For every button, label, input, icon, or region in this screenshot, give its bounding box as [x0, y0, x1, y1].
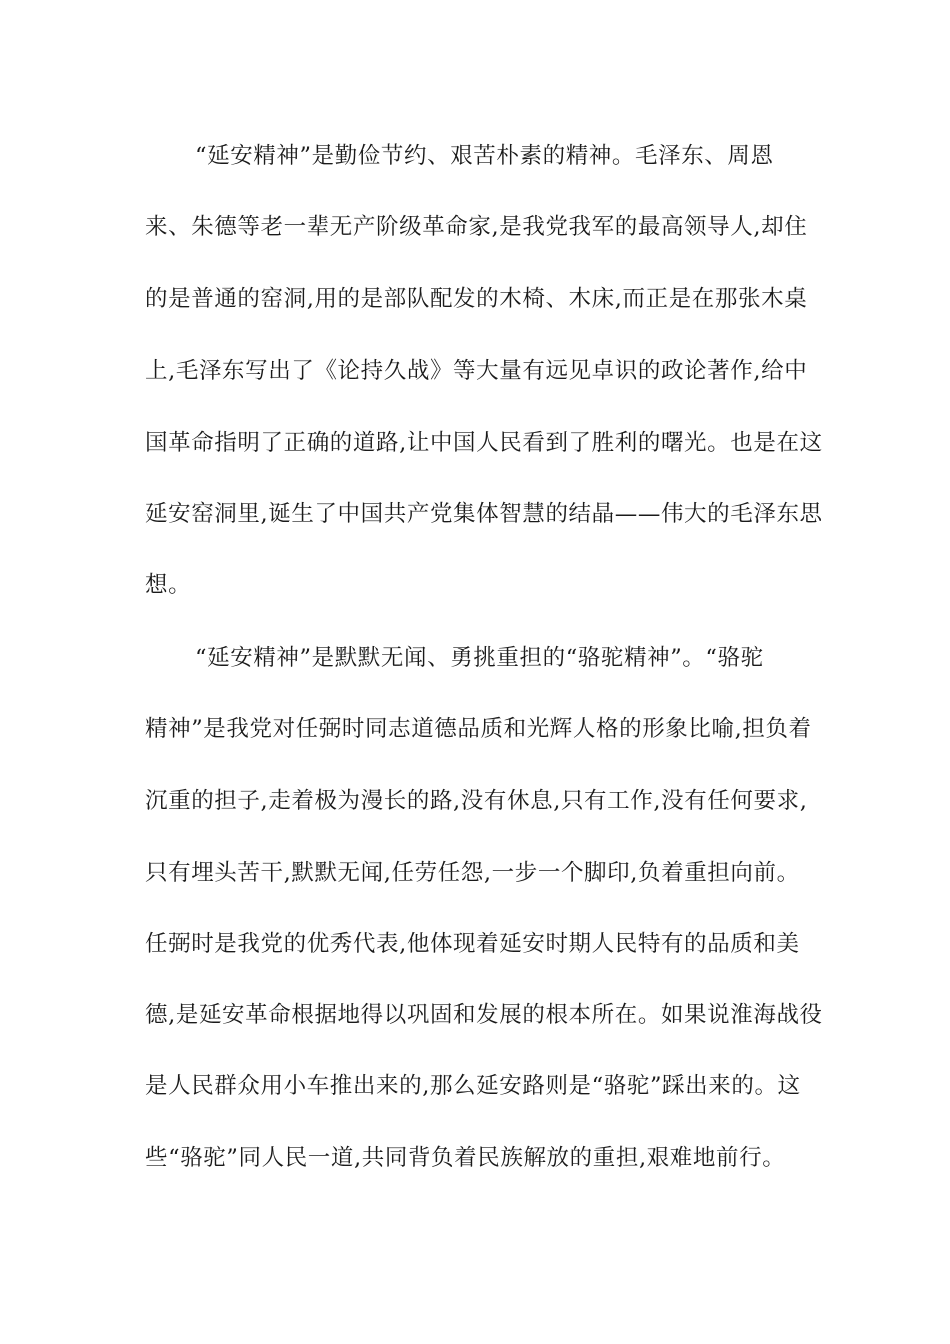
paragraph-2-line-2: 精神”是我党对任弼时同志道德品质和光辉人格的形象比喻,担负着 [145, 716, 812, 742]
paragraph-1-line-1: “延安精神”是勤俭节约、艰苦朴素的精神。毛泽东、周恩 [195, 143, 774, 169]
paragraph-1-line-4: 上,毛泽东写出了《论持久战》等大量有远见卓识的政论著作,给中 [145, 358, 808, 384]
paragraph-2-line-6: 德,是延安革命根据地得以巩固和发展的根本所在。如果说淮海战役 [145, 1002, 823, 1028]
paragraph-2-line-7: 是人民群众用小车推出来的,那么延安路则是“骆驼”踩出来的。这 [145, 1073, 801, 1099]
paragraph-2-line-1: “延安精神”是默默无闻、勇挑重担的“骆驼精神”。“骆驼 [195, 645, 764, 671]
paragraph-2-line-4: 只有埋头苦干,默默无闻,任劳任怨,一步一个脚印,负着重担向前。 [145, 860, 800, 886]
paragraph-2-line-8: 些“骆驼”同人民一道,共同背负着民族解放的重担,艰难地前行。 [145, 1145, 786, 1171]
paragraph-2-line-5: 任弼时是我党的优秀代表,他体现着延安时期人民特有的品质和美 [145, 931, 800, 957]
paragraph-2-line-3: 沉重的担子,走着极为漫长的路,没有休息,只有工作,没有任何要求, [145, 788, 808, 814]
paragraph-1-line-6: 延安窑洞里,诞生了中国共产党集体智慧的结晶——伟大的毛泽东思 [145, 501, 823, 527]
paragraph-1-line-7: 想。 [145, 572, 192, 598]
paragraph-1-line-3: 的是普通的窑洞,用的是部队配发的木椅、木床,而正是在那张木桌 [145, 286, 808, 312]
paragraph-1-line-5: 国革命指明了正确的道路,让中国人民看到了胜利的曙光。也是在这 [145, 430, 823, 456]
paragraph-1-line-2: 来、朱德等老一辈无产阶级革命家,是我党我军的最高领导人,却住 [145, 214, 808, 240]
